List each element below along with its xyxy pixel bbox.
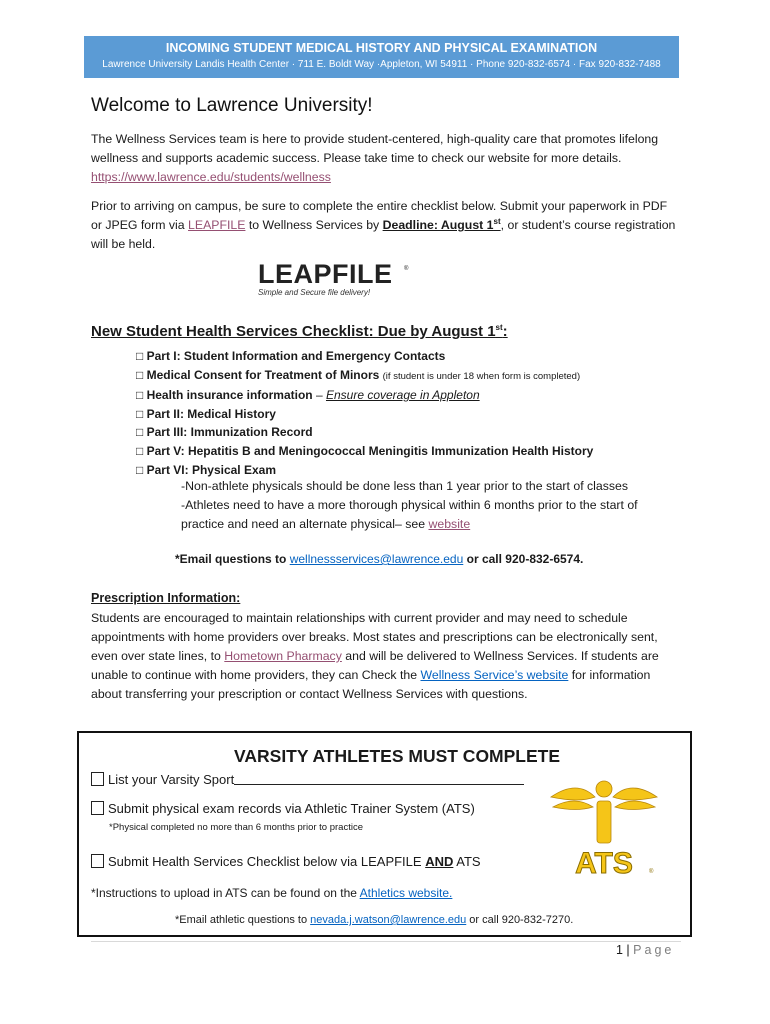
ats-wing-left xyxy=(551,788,595,800)
physical-website-link[interactable]: website xyxy=(428,517,471,531)
email-questions: *Email questions to wellnessservices@lawrence.edu or call 920-832-6574. xyxy=(175,552,584,566)
ats-wing-right xyxy=(613,788,657,800)
non-athlete-note: -Non-athlete physicals should be done less than 1 year prior to the start of classes xyxy=(181,479,629,493)
ats-circle xyxy=(596,781,612,797)
intro-paragraph xyxy=(91,130,681,187)
prior-text-b: to Wellness Services by xyxy=(245,218,383,232)
ats-wing-right-lower xyxy=(615,801,655,810)
ats-logo-word: ATS xyxy=(575,847,633,880)
checkbox-icon[interactable]: □ xyxy=(136,462,144,477)
deadline-text: Deadline: August 1st xyxy=(382,216,501,232)
checklist-item[interactable]: □ Medical Consent for Treatment of Minors (if student is under 18 when form is completed) xyxy=(136,367,581,382)
checklist-item[interactable]: □ Part VI: Physical Exam xyxy=(136,462,276,477)
prior-text-a: Prior to arriving on campus, be sure to complete the entire checklist below. Submit your paperwork in PDF or JPEG form via xyxy=(91,199,668,232)
header-subtitle: Lawrence University Landis Health Center · 711 E. Boldt Way ·Appleton, WI 54911 · Phone 920-832-6574 · Fax 920-832-7488 xyxy=(102,59,661,70)
leapfile-logo-word: LEAPFILE xyxy=(258,259,393,289)
checklist-item[interactable]: □ Part I: Student Information and Emergency Contacts xyxy=(136,349,446,363)
physical-exam-notes xyxy=(181,477,681,534)
checkbox-icon[interactable] xyxy=(91,801,104,815)
checkbox-icon[interactable] xyxy=(91,854,104,868)
checklist-item[interactable]: □ Health insurance information – Ensure coverage in Appleton xyxy=(136,388,480,403)
checklist-title: New Student Health Services Checklist: Due by August 1st: xyxy=(91,323,508,340)
footer-rule xyxy=(91,941,681,942)
leapfile-logo[interactable] xyxy=(258,260,410,296)
registered-mark: ® xyxy=(404,266,409,272)
wellness-service-website-link[interactable]: Wellness Service’s website xyxy=(420,668,569,682)
checkbox-icon[interactable] xyxy=(91,772,104,786)
welcome-heading: Welcome to Lawrence University! xyxy=(91,95,373,116)
athletic-email-link[interactable]: nevada.j.watson@lawrence.edu xyxy=(310,914,467,926)
athletic-email-line: *Email athletic questions to nevada.j.watson@lawrence.edu or call 920-832-7270. xyxy=(175,914,574,926)
checklist xyxy=(136,347,593,479)
checklist-item[interactable]: □ Part II: Medical History xyxy=(136,406,276,421)
header-banner xyxy=(84,36,679,78)
varsity-exam-item: Submit physical exam records via Athletic Trainer System (ATS) xyxy=(91,801,475,816)
checkbox-icon[interactable]: □ xyxy=(136,406,144,421)
ats-instructions: *Instructions to upload in ATS can be found on the Athletics website. xyxy=(91,886,453,900)
ats-logo xyxy=(549,775,659,885)
header-title: INCOMING STUDENT MEDICAL HISTORY AND PHYSICAL EXAMINATION xyxy=(165,41,598,55)
varsity-athletes-box xyxy=(77,731,692,937)
checkbox-icon[interactable]: □ xyxy=(136,367,144,382)
ats-staff xyxy=(597,801,611,843)
prescription-title: Prescription Information: xyxy=(91,591,241,605)
checklist-item[interactable]: □ Part III: Immunization Record xyxy=(136,425,313,440)
athletics-website-link[interactable]: Athletics website. xyxy=(359,886,453,900)
checklist-item[interactable]: □ Part V: Hepatitis B and Meningococcal Meningitis Immunization Health History xyxy=(136,443,594,458)
intro-text: The Wellness Services team is here to provide student-centered, high-quality care that promotes lifelong wellness and supports academic success. Please take time to check our website for more details. xyxy=(91,132,659,165)
checkbox-icon[interactable]: □ xyxy=(136,349,144,363)
leapfile-link[interactable]: LEAPFILE xyxy=(188,218,246,232)
ats-registered-mark: ® xyxy=(649,869,654,875)
checkbox-icon[interactable]: □ xyxy=(136,443,144,458)
ats-wing-left-lower xyxy=(553,801,593,810)
athlete-note: -Athletes need to have a more thorough physical within 6 months prior to the start of practice and need an alternate physical– see website xyxy=(181,498,638,531)
page-number: 1 | Page xyxy=(616,943,675,957)
wellness-website-link[interactable]: https://www.lawrence.edu/students/wellness xyxy=(91,170,331,184)
varsity-title: VARSITY ATHLETES MUST COMPLETE xyxy=(234,746,561,766)
leapfile-logo-tagline: Simple and Secure file delivery! xyxy=(258,288,371,297)
prior-text-c: , or student’s course registration will be held. xyxy=(91,218,676,251)
varsity-exam-note: *Physical completed no more than 6 months prior to practice xyxy=(109,822,363,833)
varsity-checklist-item: Submit Health Services Checklist below via LEAPFILE AND ATS xyxy=(91,854,481,869)
wellness-email-link[interactable]: wellnessservices@lawrence.edu xyxy=(289,552,464,566)
hometown-pharmacy-link[interactable]: Hometown Pharmacy xyxy=(224,649,342,663)
deadline-paragraph xyxy=(91,197,681,254)
prescription-paragraph: Students are encouraged to maintain relationships with current provider and may need to schedule appointments with home providers over breaks. Most states and prescriptions can be electronically sent, even over state lines, to Hometown Pharmacy and will be delivered to Wellness Services. If students are unable to continue with home providers, they can Check the Wellness Service’s website for information about transferring your prescription or contact Wellness Services with questions. xyxy=(91,611,659,701)
varsity-sport-item: List your Varsity Sport xyxy=(91,771,524,787)
checkbox-icon[interactable]: □ xyxy=(136,425,144,440)
checkbox-icon[interactable]: □ xyxy=(136,388,144,403)
sport-blank-field[interactable] xyxy=(234,771,524,785)
